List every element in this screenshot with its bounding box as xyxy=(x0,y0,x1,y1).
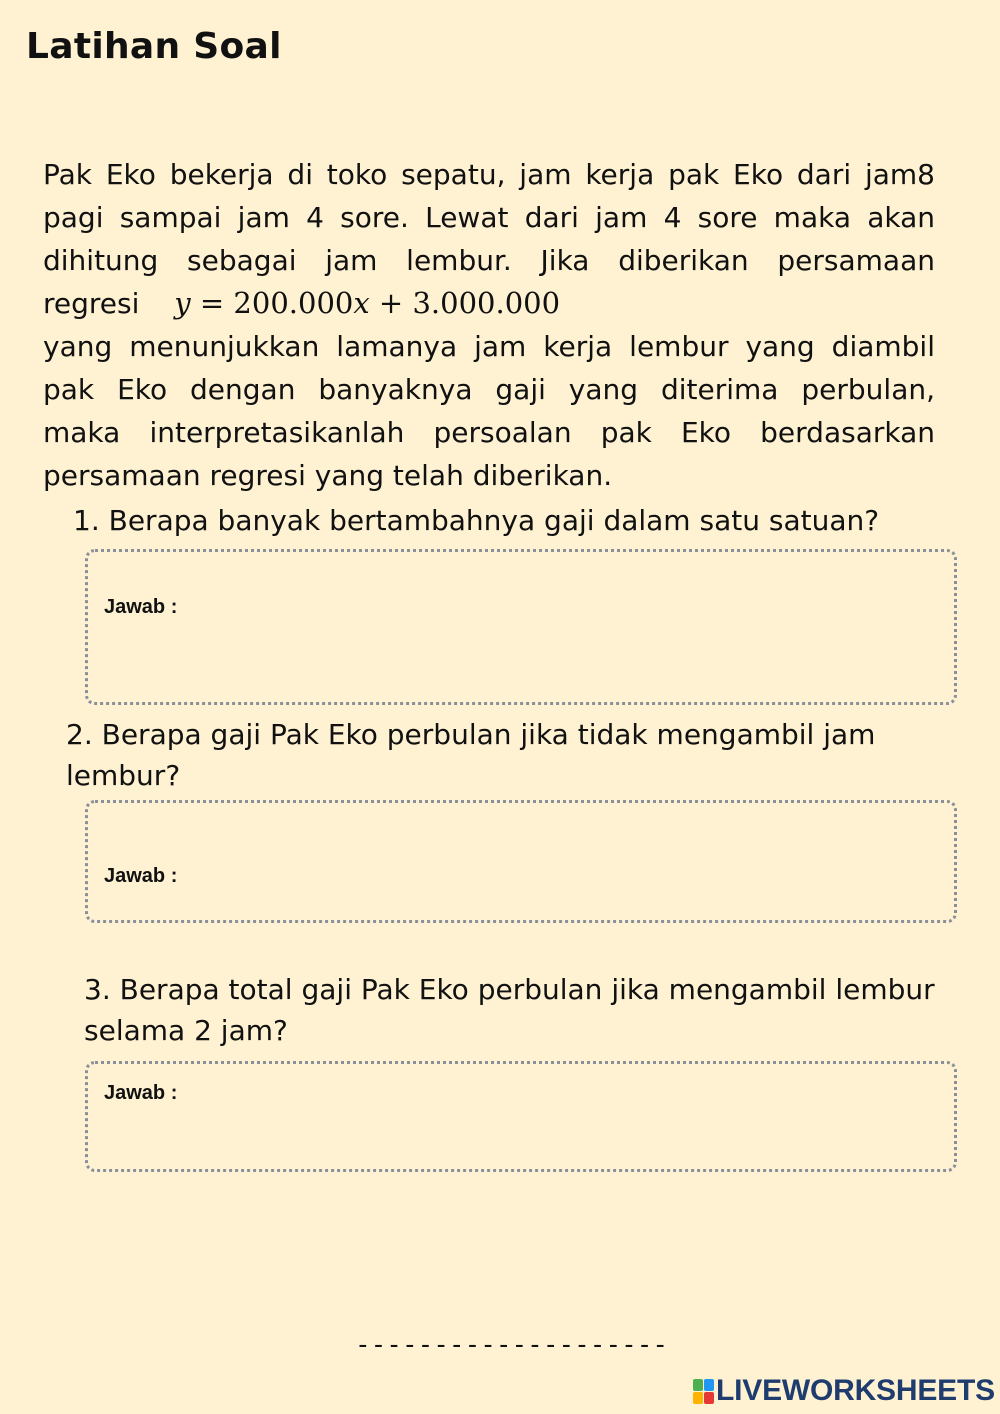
paragraph-line: maka interpretasikanlah persoalan pak Eko berdasarkan xyxy=(43,416,935,449)
divider-dashes: -------------------- xyxy=(355,1330,669,1360)
paragraph-line: dihitung sebagai jam lembur. Jika diberikan persamaan xyxy=(43,244,935,277)
liveworksheets-logo-icon xyxy=(693,1379,713,1403)
equation-label: regresi xyxy=(43,287,140,320)
brand-name: LIVEWORKSHEETS xyxy=(716,1374,995,1407)
paragraph-line: persamaan regresi yang telah diberikan. xyxy=(43,459,613,492)
answer-box-1[interactable] xyxy=(85,549,957,705)
answer-label: Jawab : xyxy=(104,1082,178,1104)
liveworksheets-logo xyxy=(693,1374,995,1408)
question-2-line-2: lembur? xyxy=(66,759,181,792)
answer-box-3[interactable] xyxy=(85,1061,957,1172)
paragraph-line: pak Eko dengan banyaknya gaji yang diterima perbulan, xyxy=(43,373,935,406)
question-3 xyxy=(84,969,935,1051)
answer-box-2[interactable] xyxy=(85,800,957,923)
regression-equation: y = 200.000x + 3.000.000 xyxy=(174,286,561,320)
answer-label: Jawab : xyxy=(104,865,178,887)
paragraph-line: Pak Eko bekerja di toko sepatu, jam kerja pak Eko dari jam8 xyxy=(43,158,935,191)
problem-paragraph xyxy=(43,153,935,497)
equation-line xyxy=(43,282,935,325)
question-2 xyxy=(66,714,875,796)
question-1: 1. Berapa banyak bertambahnya gaji dalam satu satuan? xyxy=(73,504,880,537)
question-2-line-1: 2. Berapa gaji Pak Eko perbulan jika tidak mengambil jam xyxy=(66,718,876,751)
answer-label: Jawab : xyxy=(104,596,178,618)
page-title: Latihan Soal xyxy=(26,26,282,67)
question-3-line-2: selama 2 jam? xyxy=(84,1014,288,1047)
paragraph-line: pagi sampai jam 4 sore. Lewat dari jam 4 sore maka akan xyxy=(43,201,935,234)
paragraph-line: yang menunjukkan lamanya jam kerja lembur yang diambil xyxy=(43,330,935,363)
question-3-line-1: 3. Berapa total gaji Pak Eko perbulan jika mengambil lembur xyxy=(84,973,935,1006)
